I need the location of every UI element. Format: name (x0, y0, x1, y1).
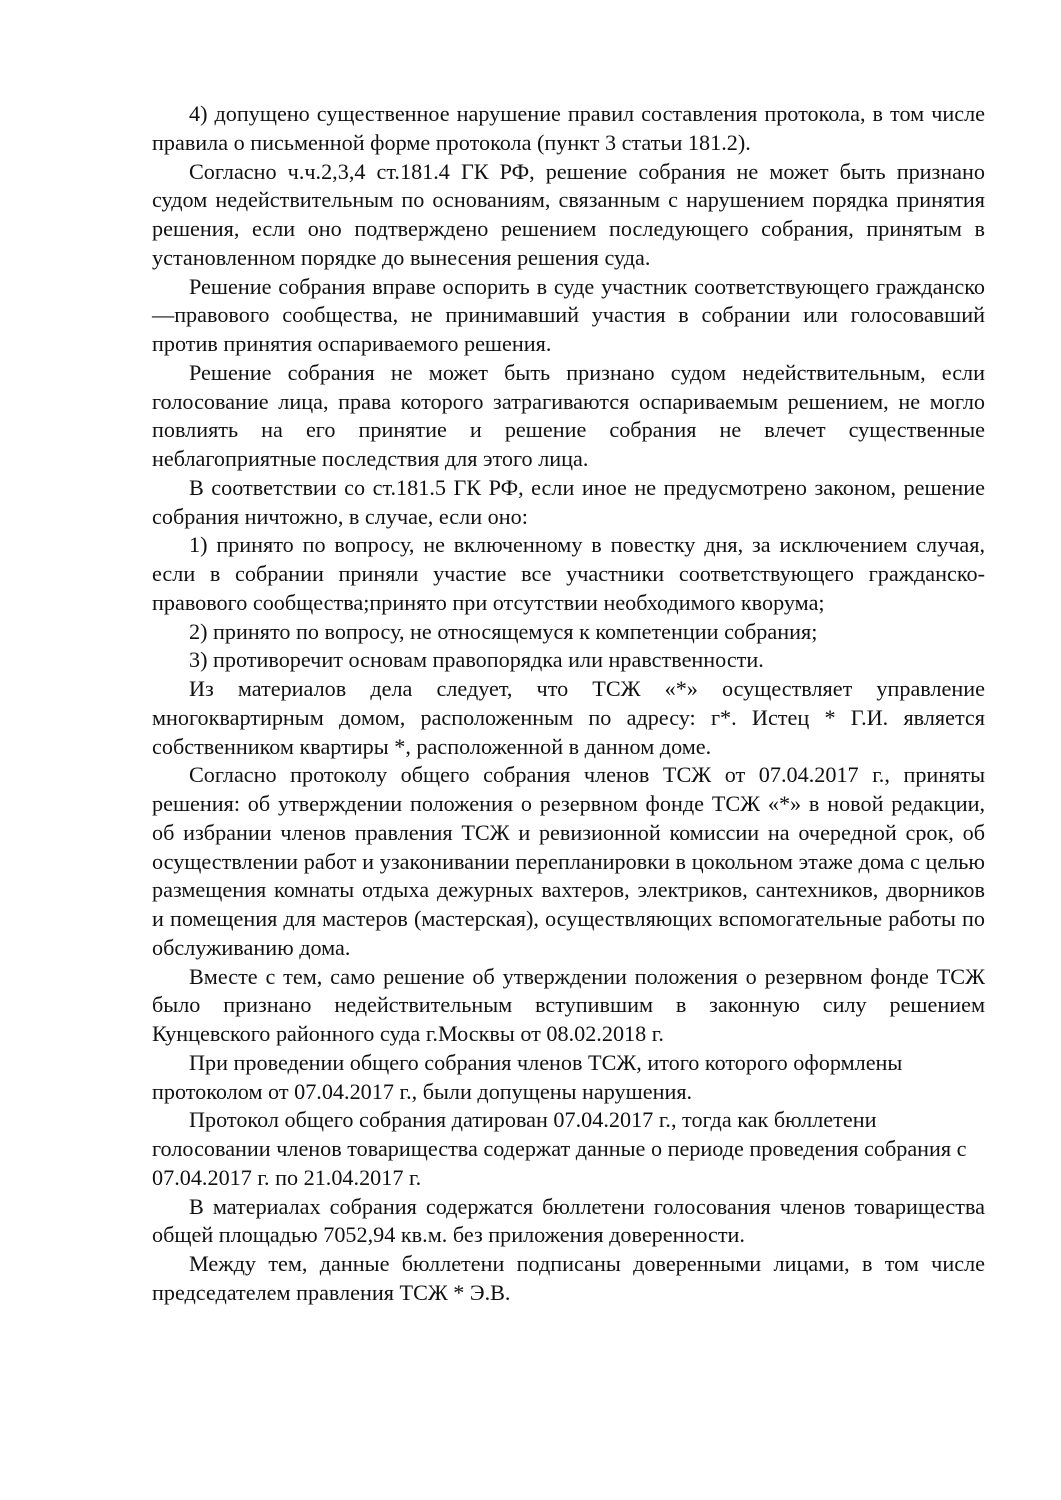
paragraph-2: Согласно ч.ч.2,3,4 ст.181.4 ГК РФ, решение собрания не может быть признано судом недействительным по основаниям, связанным с нарушением порядка принятия решения, если оно подтверждено решением последующего собрания, принятым в установленном порядке до вынесения решения суда. (152, 158, 985, 270)
list-item-3: 3) противоречит основам правопорядка или нравственности. (189, 647, 764, 673)
paragraph-8: Вместе с тем, само решение об утверждении положения о резервном фонде ТСЖ было признано недействительным вступившим в законную силу решением Кунцевского районного суда г.Москвы от 08.02.2018 г. (152, 963, 985, 1046)
paragraph-11: В материалах собрания содержатся бюллетени голосования членов товарищества общей площадью 7052,94 кв.м. без приложения доверенности. (152, 1193, 985, 1248)
list-item-1: 1) принято по вопросу, не включенному в повестку дня, за исключением случая, если в собрании приняли участие все участники соответствующего гражданско-правового сообщества;принято при отсутствии необходимого кворума; (152, 532, 985, 615)
paragraph-3: Решение собрания вправе оспорить в суде участник соответствующего гражданско—правового сообщества, не принимавший участия в собрании или голосовавший против принятия оспариваемого решения. (152, 273, 985, 356)
paragraph-10: Протокол общего собрания датирован 07.04.2017 г., тогда как бюллетени голосовании членов товарищества содержат данные о периоде проведения собрания с 07.04.2017 г. по 21.04.2017 г. (152, 1107, 967, 1190)
paragraph-7: Согласно протоколу общего собрания членов ТСЖ от 07.04.2017 г., приняты решения: об утверждении положения о резервном фонде ТСЖ «*» в новой редакции, об избрании членов правления ТСЖ и ревизионной комиссии на очередной срок, об осуществлении работ и узаконивании перепланировки в цокольном этаже дома с целью размещения комнаты отдыха дежурных вахтеров, электриков, сантехников, дворников и помещения для мастеров (мастерская), осуществляющих вспомогательные работы по обслуживанию дома. (152, 762, 985, 960)
paragraph-1: 4) допущено существенное нарушение правил составления протокола, в том числе правила о письменной форме протокола (пункт 3 статьи 181.2). (152, 101, 985, 155)
paragraph-5: В соответствии со ст.181.5 ГК РФ, если иное не предусмотрено законом, решение собрания ничтожно, в случае, если оно: (152, 474, 985, 529)
paragraph-4: Решение собрания не может быть признано судом недействительным, если голосование лица, права которого затрагиваются оспариваемым решением, не могло повлиять на его принятие и решение собрания не влечет существенные неблагоприятные последствия для этого лица. (152, 359, 985, 471)
paragraph-12: Между тем, данные бюллетени подписаны доверенными лицами, в том числе председателем правления ТСЖ * Э.В. (152, 1251, 985, 1305)
paragraph-6: Из материалов дела следует, что ТСЖ «*» осуществляет управление многоквартирным домом, расположенным по адресу: г*. Истец * Г.И. является собственником квартиры *, расположенной в данном доме. (152, 676, 985, 759)
list-item-2: 2) принято по вопросу, не относящемуся к компетенции собрания; (189, 618, 818, 644)
paragraph-9: При проведении общего собрания членов ТСЖ, итого которого оформлены протоколом от 07.04.2017 г., были допущены нарушения. (152, 1049, 903, 1104)
